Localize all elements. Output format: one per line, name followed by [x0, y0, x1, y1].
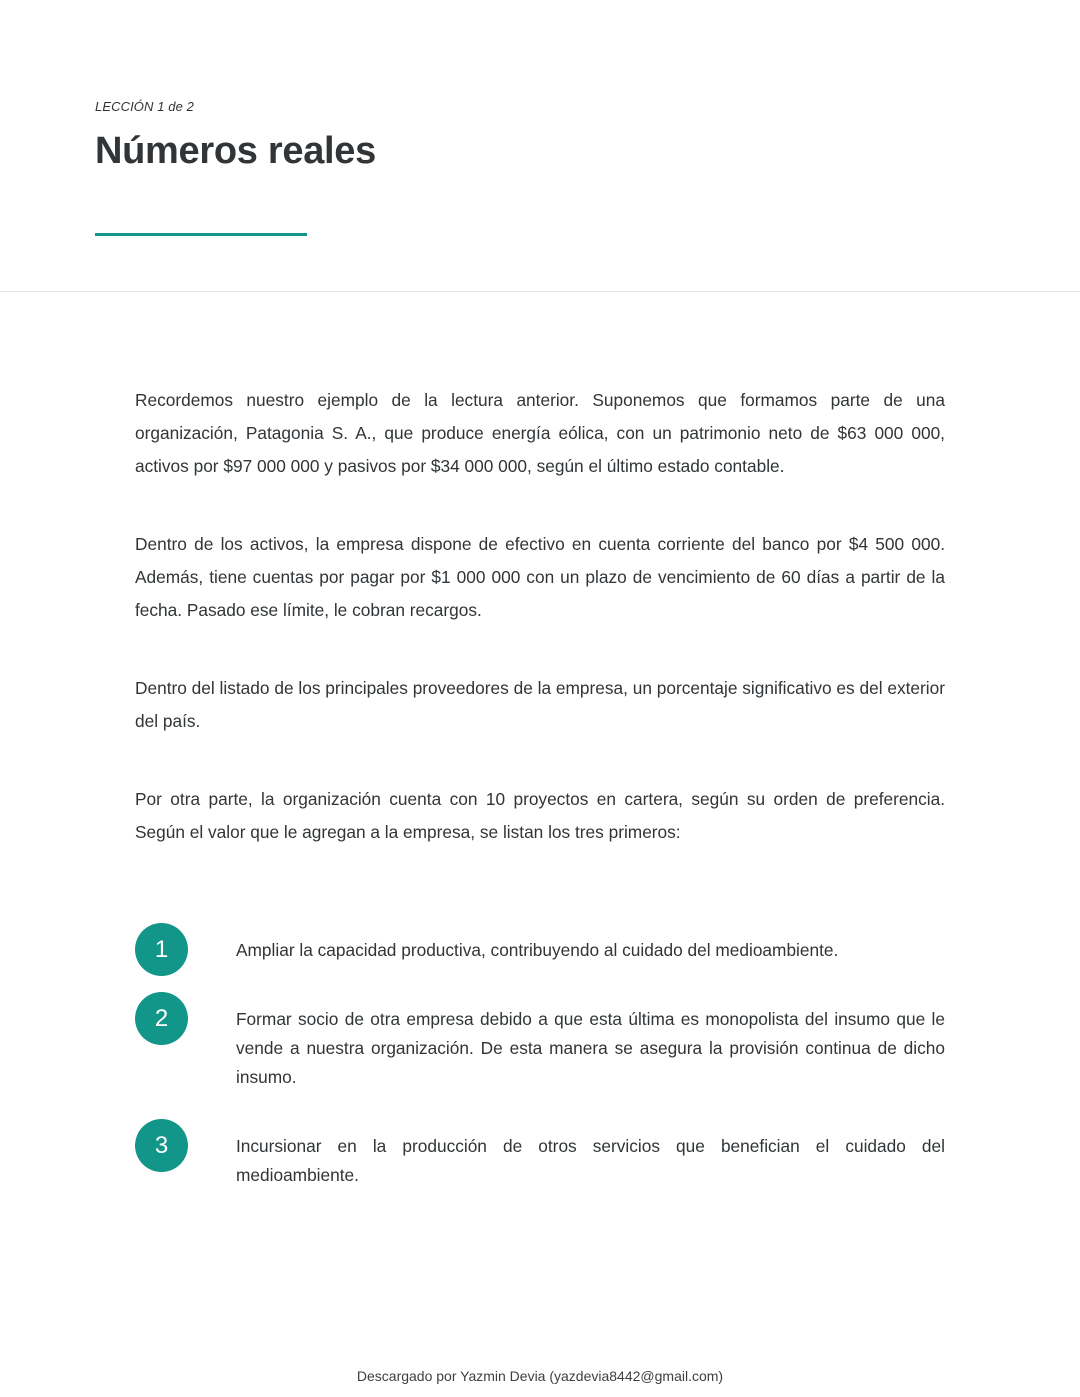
list-item-text: Ampliar la capacidad productiva, contribuyendo al cuidado del medioambiente.	[236, 940, 839, 960]
numbered-list	[135, 923, 945, 1185]
paragraph: Dentro del listado de los principales proveedores de la empresa, un porcentaje significativo es del exterior del país.	[135, 678, 945, 731]
lesson-content	[135, 384, 945, 894]
number-badge: 2	[135, 992, 188, 1045]
list-item	[135, 1119, 945, 1185]
list-item	[135, 923, 945, 992]
download-footer-note: Descargado por Yazmin Devia (yazdevia8442@gmail.com)	[356, 1368, 724, 1384]
number-badge: 1	[135, 923, 188, 976]
lesson-counter: LECCIÓN 1 de 2	[95, 99, 194, 114]
list-item	[135, 992, 945, 1119]
title-underline	[95, 233, 307, 236]
paragraph: Recordemos nuestro ejemplo de la lectura anterior. Suponemos que formamos parte de una organización, Patagonia S. A., que produce energía eólica, con un patrimonio neto de $63 000 000, activos por $97 000 000 y pasivos por $34 000 000, según el último estado contable.	[135, 390, 945, 476]
list-item-text: Formar socio de otra empresa debido a que esta última es monopolista del insumo que le vende a nuestra organización. De esta manera se asegura la provisión continua de dicho insumo.	[236, 1009, 945, 1087]
page-title: Números reales	[95, 130, 376, 172]
number-badge: 3	[135, 1119, 188, 1172]
paragraph: Por otra parte, la organización cuenta con 10 proyectos en cartera, según su orden de preferencia. Según el valor que le agregan a la empresa, se listan los tres primeros:	[135, 789, 945, 842]
lesson-header	[0, 0, 1080, 292]
list-item-text: Incursionar en la producción de otros servicios que benefician el cuidado del medioambiente.	[236, 1136, 945, 1185]
paragraph: Dentro de los activos, la empresa dispone de efectivo en cuenta corriente del banco por $4 500 000. Además, tiene cuentas por pagar por $1 000 000 con un plazo de vencimiento de 60 días a partir de la fecha. Pasado ese límite, le cobran recargos.	[135, 534, 945, 620]
